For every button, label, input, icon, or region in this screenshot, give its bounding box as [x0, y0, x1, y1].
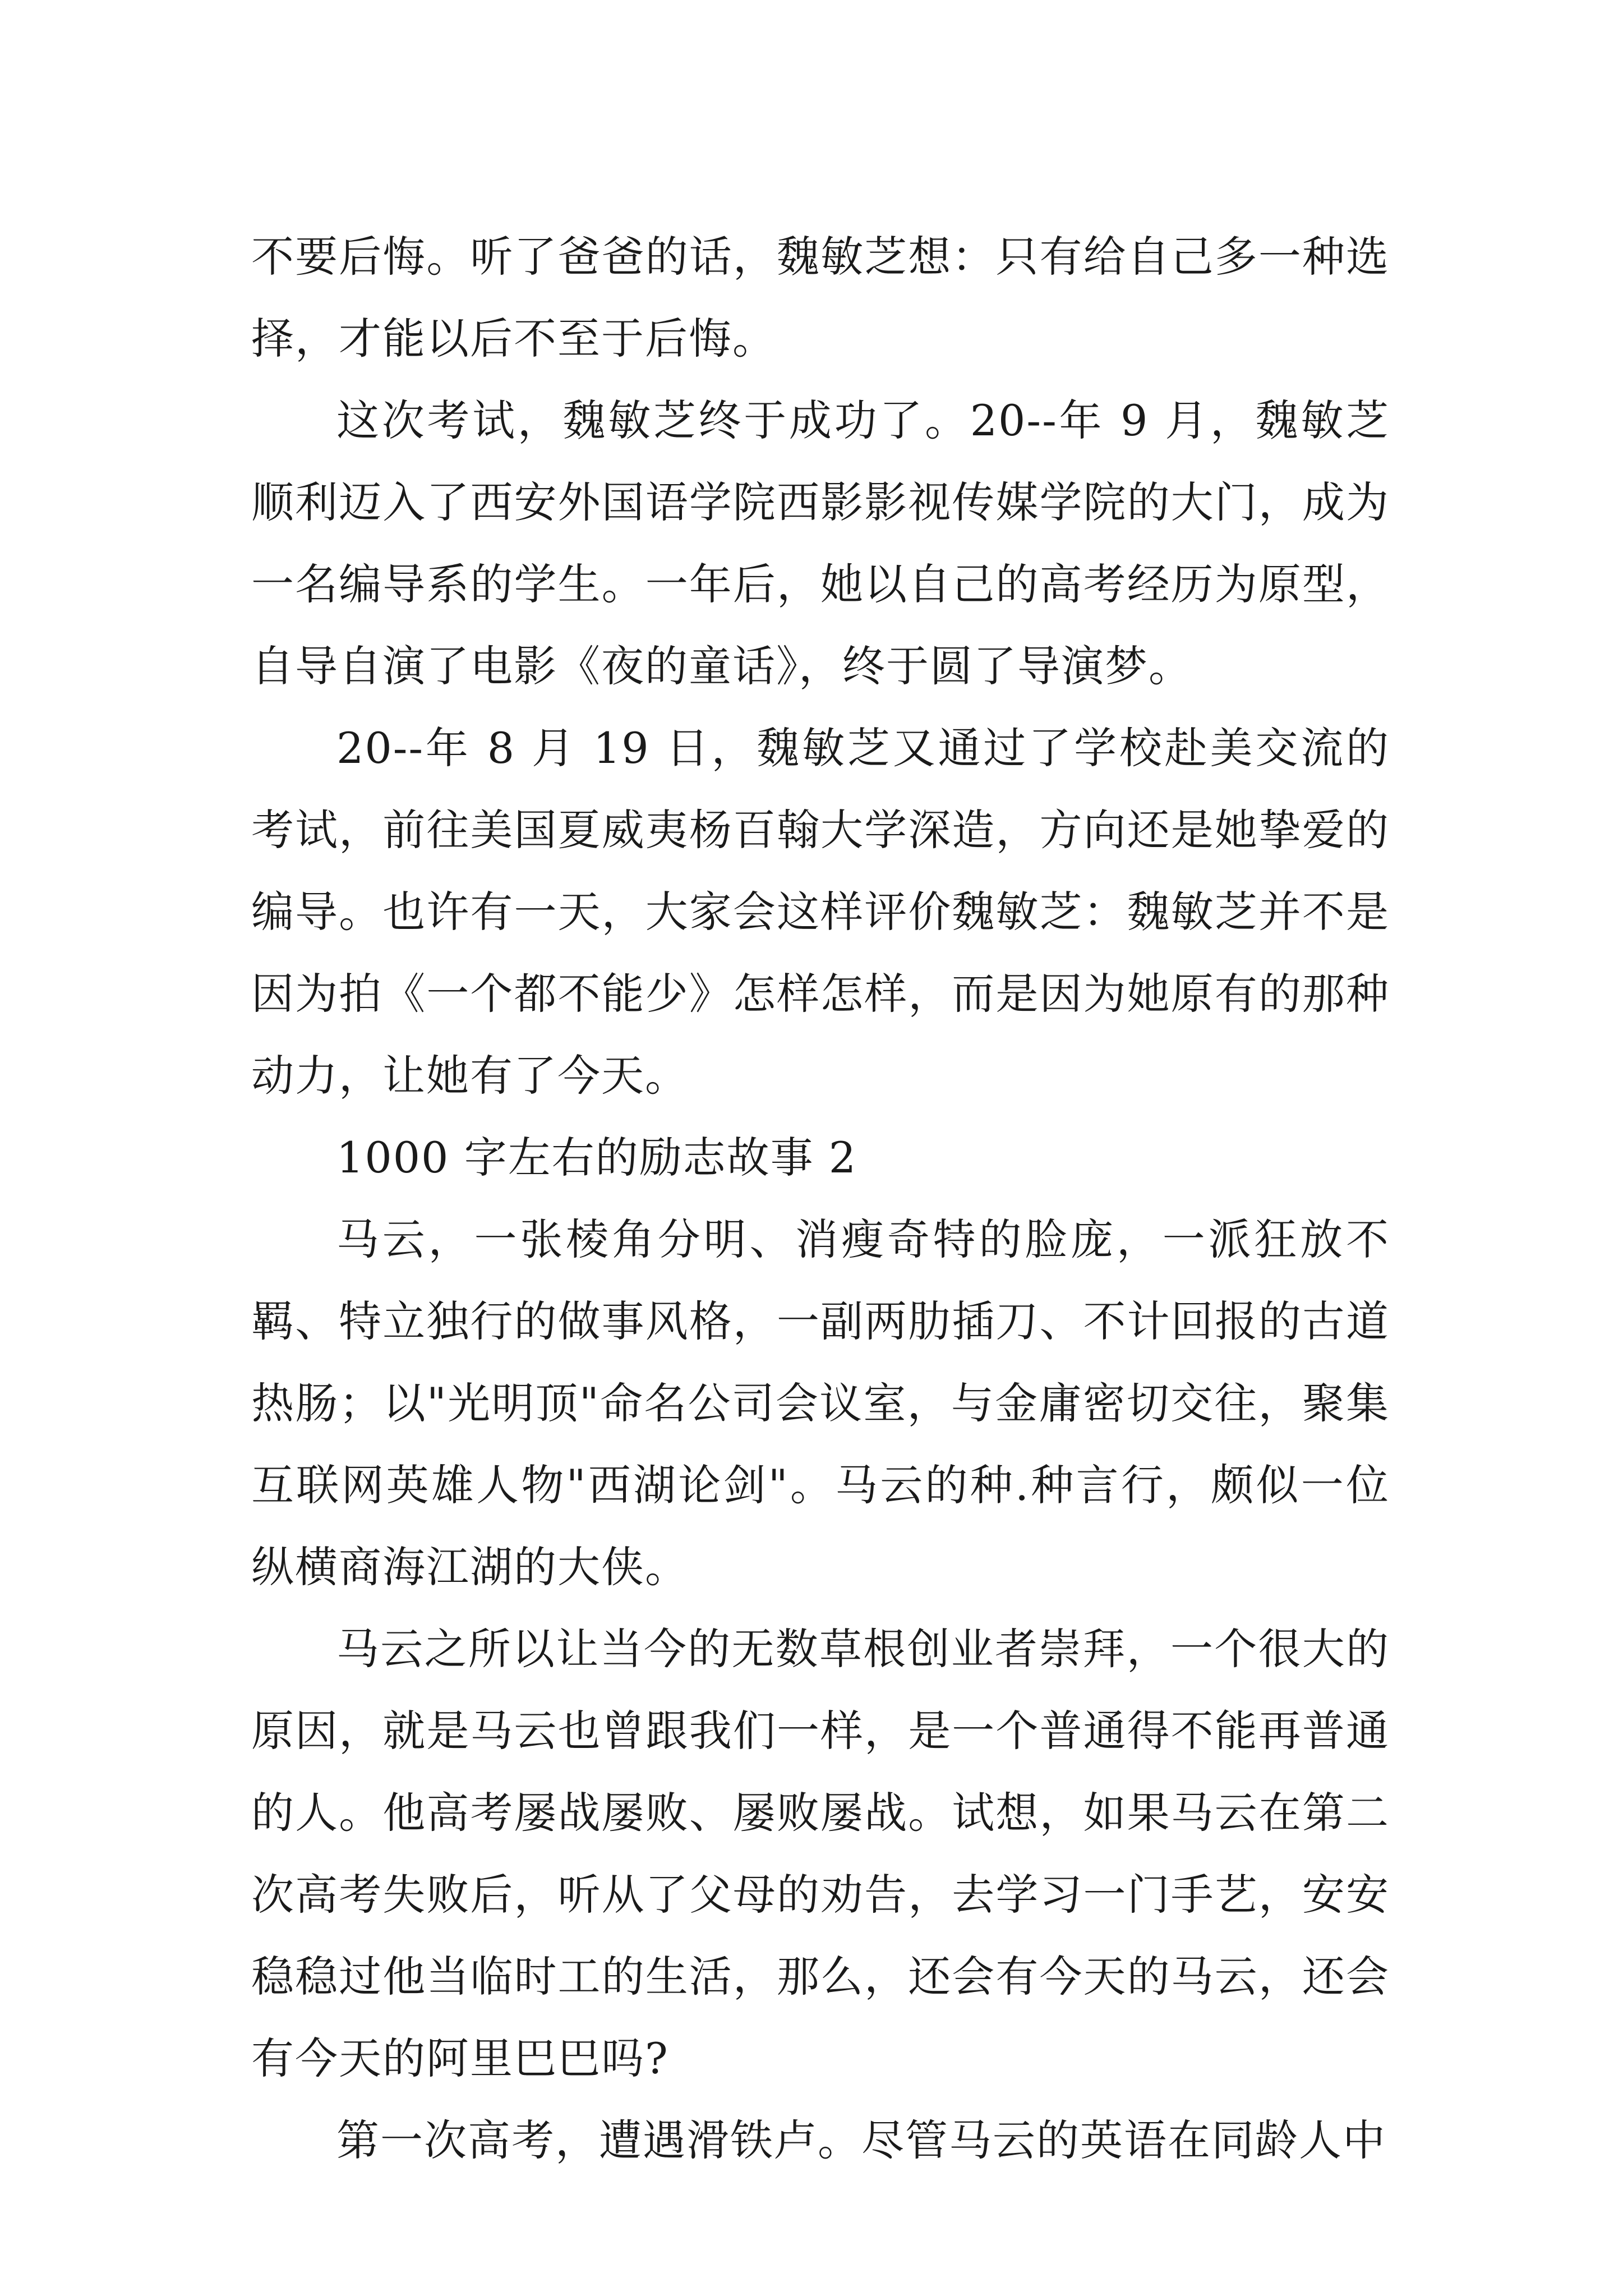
paragraph-5: 马云之所以让当今的无数草根创业者崇拜，一个很大的原因，就是马云也曾跟我们一样，是一个普通得不能再普通的人。他高考屡战屡败、屡败屡战。试想，如果马云在第二次高考失败后，听从了父母的劝告，去学习一门手艺，安安稳稳过他当临时工的生活，那么，还会有今天的马云，还会有今天的阿里巴巴吗?	[251, 1624, 1390, 2083]
paragraph-6: 第一次高考，遭遇滑铁卢。尽管马云的英语在同龄人中	[336, 2115, 1386, 2165]
paragraph-2: 这次考试，魏敏芝终于成功了。20--年 9 月，魏敏芝顺利迈入了西安外国语学院西影影视传媒学院的大门，成为一名编导系的学生。一年后，她以自己的高考经历为原型，自导自演了电影《夜的童话》，终于圆了导演梦。	[251, 395, 1390, 691]
section-heading: 1000 字左右的励志故事 2	[336, 1133, 857, 1182]
document-body	[251, 216, 1390, 2182]
paragraph-3: 20--年 8 月 19 日，魏敏芝又通过了学校赴美交流的考试，前往美国夏威夷杨百翰大学深造，方向还是她挚爱的编导。也许有一天，大家会这样评价魏敏芝：魏敏芝并不是因为拍《一个都不能少》怎样怎样，而是因为她原有的那种动力，让她有了今天。	[251, 723, 1390, 1101]
paragraph-4: 马云，一张棱角分明、消瘦奇特的脸庞，一派狂放不羁、特立独行的做事风格，一副两肋插刀、不计回报的古道热肠；以"光明顶"命名公司会议室，与金庸密切交往，聚集互联网英雄人物"西湖论剑"。马云的种.种言行，颇似一位纵横商海江湖的大侠。	[251, 1214, 1390, 1592]
paragraph-1: 不要后悔。听了爸爸的话，魏敏芝想：只有给自己多一种选择，才能以后不至于后悔。	[251, 232, 1390, 364]
